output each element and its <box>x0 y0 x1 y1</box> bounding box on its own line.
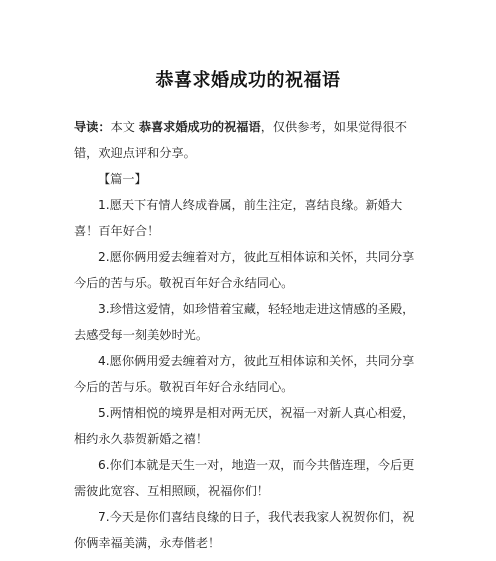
document-body <box>74 114 426 556</box>
list-item: 1.愿天下有情人终成眷属，前生注定，喜结良缘。新婚大喜！百年好合！ <box>74 198 403 238</box>
list-item: 3.珍惜这爱情，如珍惜着宝藏，轻轻地走进这情感的圣殿，去感受每一刻美妙时光。 <box>74 302 415 342</box>
list-item: 2.愿你俩用爱去缠着对方，彼此互相体谅和关怀，共同分享今后的苦与乐。敬祝百年好合永结同心。 <box>74 250 415 290</box>
section-heading: 【篇一】 <box>98 172 147 186</box>
intro-article-name: 恭喜求婚成功的祝福语 <box>138 120 261 134</box>
list-item: 6.你们本就是天生一对，地造一双，而今共偕连理，今后更需彼此宽容、互相照顾，祝福你们！ <box>74 458 415 498</box>
list-item: 5.两情相悦的境界是相对两无厌，祝福一对新人真心相爱，相约永久恭贺新婚之禧！ <box>74 406 415 446</box>
intro-prefix: 本文 <box>110 120 135 134</box>
document-title: 恭喜求婚成功的祝福语 <box>155 70 341 91</box>
list-item: 7.今天是你们喜结良缘的日子，我代表我家人祝贺你们，祝你俩幸福美满，永寿偕老！ <box>74 510 415 550</box>
intro-suffix: ，仅供参考，如果觉得很不错，欢迎点评和分享。 <box>74 120 407 160</box>
list-item: 4.愿你俩用爱去缠着对方，彼此互相体谅和关怀，共同分享今后的苦与乐。敬祝百年好合永结同心。 <box>74 354 415 394</box>
intro-paragraph <box>74 114 426 166</box>
intro-label: 导读： <box>74 120 111 134</box>
